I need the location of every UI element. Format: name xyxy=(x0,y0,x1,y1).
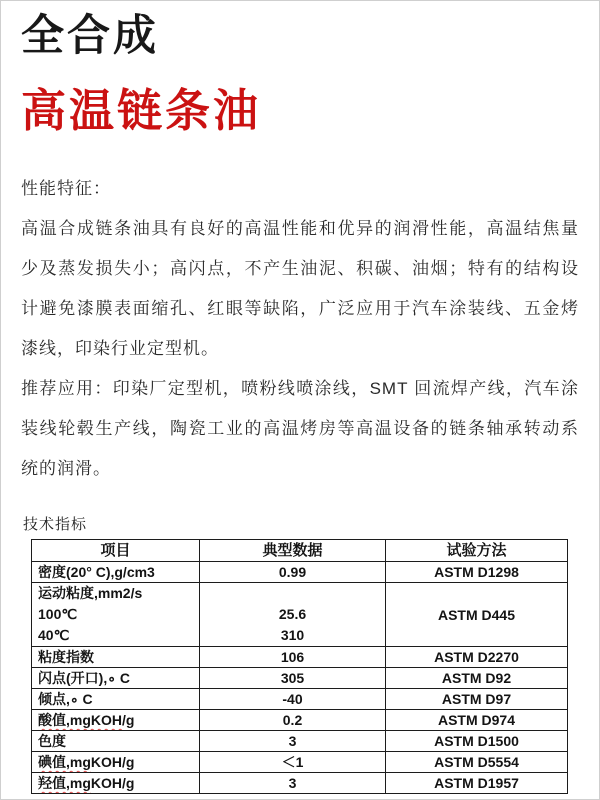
method-cell: ASTM D974 xyxy=(386,710,568,731)
method-cell: ASTM D1298 xyxy=(386,562,568,583)
paragraph-line: 统的润滑。 xyxy=(21,459,111,479)
paragraph-line: 计避免漆膜表面缩孔、红眼等缺陷，广泛应用于汽车涂装线、五金烤 xyxy=(21,299,579,319)
item-text-rest: KOH/g xyxy=(90,754,135,771)
value-cell: 3 xyxy=(200,773,386,794)
item-line: 运动粘度,mm2/s xyxy=(38,585,143,602)
item-text-rest: /g xyxy=(122,712,135,729)
performance-section-label: 性能特征： xyxy=(21,179,111,199)
item-cell xyxy=(32,583,200,647)
value-cell: 0.2 xyxy=(200,710,386,731)
method-cell: ASTM D97 xyxy=(386,689,568,710)
paragraph-line: 少及蒸发损失小；高闪点，不产生油泥、积碳、油烟；特有的结构设 xyxy=(21,259,579,279)
spellcheck-underlined-text: 碘值,mg xyxy=(38,754,91,771)
table-row-iodine-value xyxy=(32,752,568,773)
table-header-row xyxy=(32,540,568,562)
performance-paragraph xyxy=(21,209,579,369)
paragraph-line: 装线轮毂生产线，陶瓷工业的高温烤房等高温设备的链条轴承转动系 xyxy=(21,419,579,439)
paragraph-line: 漆线，印染行业定型机。 xyxy=(21,339,219,359)
datasheet-page xyxy=(1,1,599,794)
item-line: 100℃ xyxy=(38,606,78,623)
product-name-title: 高温链条油 xyxy=(21,85,262,137)
paragraph-line: 推荐应用：印染厂定型机，喷粉线喷涂线，SMT 回流焊产线，汽车涂 xyxy=(21,379,579,399)
value-line: 310 xyxy=(280,627,305,644)
item-cell: 倾点,∘ C xyxy=(32,689,200,710)
method-cell: ASTM D5554 xyxy=(386,752,568,773)
method-cell: ASTM D445 xyxy=(386,583,568,647)
item-cell xyxy=(32,773,200,794)
method-cell: ASTM D92 xyxy=(386,668,568,689)
table-row-hydroxyl-value xyxy=(32,773,568,794)
method-cell: ASTM D2270 xyxy=(386,647,568,668)
table-row-viscosity-index xyxy=(32,647,568,668)
product-category-title: 全合成 xyxy=(21,12,159,60)
table-row-viscosity xyxy=(32,583,568,647)
item-line: 40℃ xyxy=(38,627,70,644)
table-row-flash-point xyxy=(32,668,568,689)
value-cell: -40 xyxy=(200,689,386,710)
value-cell xyxy=(200,583,386,647)
table-row-acid-value xyxy=(32,710,568,731)
item-text-rest: KOH/g xyxy=(90,775,135,792)
value-cell: ＜1 xyxy=(200,752,386,773)
value-cell: 305 xyxy=(200,668,386,689)
item-cell xyxy=(32,752,200,773)
item-cell: 密度(20° C),g/cm3 xyxy=(32,562,200,583)
specs-table xyxy=(31,539,568,794)
value-cell: 106 xyxy=(200,647,386,668)
item-cell: 色度 xyxy=(32,731,200,752)
method-cell: ASTM D1957 xyxy=(386,773,568,794)
header-item: 项目 xyxy=(32,540,200,562)
header-test-method: 试验方法 xyxy=(386,540,568,562)
value-line xyxy=(206,583,379,604)
specs-section-label: 技术指标 xyxy=(23,516,88,534)
spellcheck-underlined-text: 酸值,mgKOH xyxy=(38,712,122,729)
item-cell: 闪点(开口),∘ C xyxy=(32,668,200,689)
item-cell xyxy=(32,710,200,731)
value-cell: 3 xyxy=(200,731,386,752)
header-typical-data: 典型数据 xyxy=(200,540,386,562)
value-line: 25.6 xyxy=(278,606,307,623)
table-row-pour-point xyxy=(32,689,568,710)
spellcheck-underlined-text: 羟值,mg xyxy=(38,775,91,792)
item-cell: 粘度指数 xyxy=(32,647,200,668)
table-row-density xyxy=(32,562,568,583)
paragraph-line: 高温合成链条油具有良好的高温性能和优异的润滑性能，高温结焦量 xyxy=(21,219,579,239)
table-row-color xyxy=(32,731,568,752)
application-paragraph xyxy=(21,369,579,489)
method-cell: ASTM D1500 xyxy=(386,731,568,752)
value-cell: 0.99 xyxy=(200,562,386,583)
